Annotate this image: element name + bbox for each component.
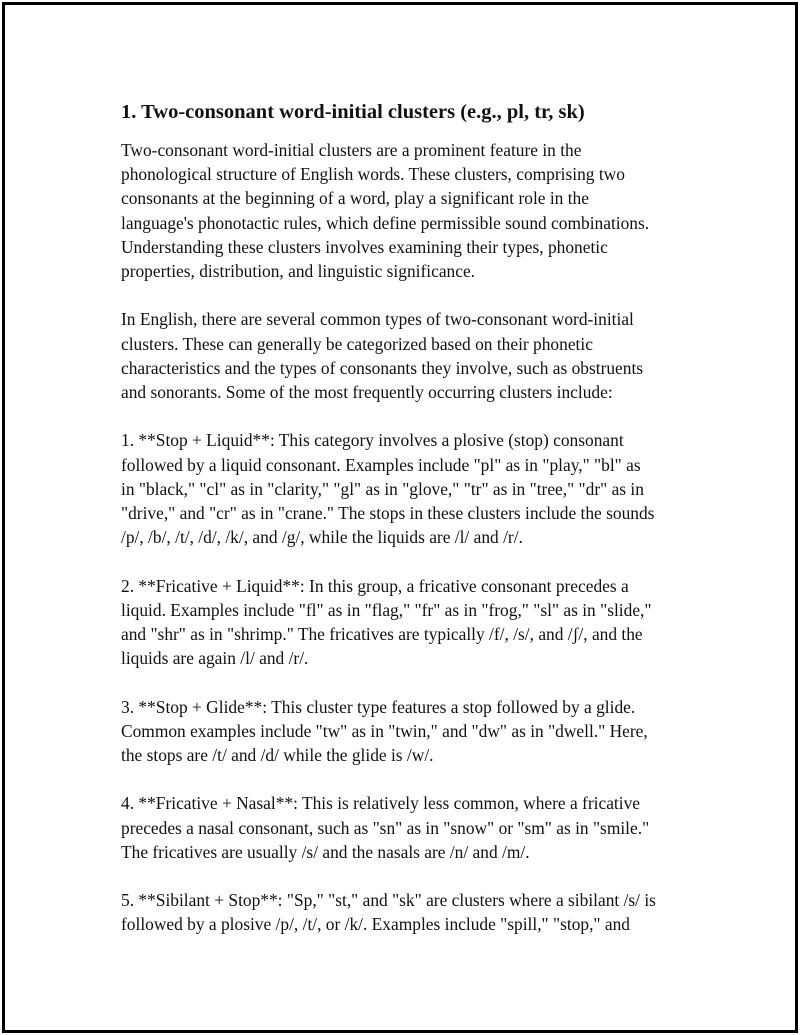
text-line: clusters. These can generally be categorized based on their phonetic xyxy=(121,333,593,354)
page-frame xyxy=(2,2,798,1033)
text-line: Common examples include "tw" as in "twin," and "dw" as in "dwell." Here, xyxy=(121,720,648,741)
text-line: 3. **Stop + Glide**: This cluster type features a stop followed by a glide. xyxy=(121,696,636,717)
text-line: followed by a liquid consonant. Examples include "pl" as in "play," "bl" as xyxy=(121,454,641,475)
text-line: 1. **Stop + Liquid**: This category involves a plosive (stop) consonant xyxy=(121,430,624,451)
text-line: 4. **Fricative + Nasal**: This is relatively less common, where a fricative xyxy=(121,793,640,814)
text-line: and "shr" as in "shrimp." The fricatives are typically /f/, /s/, and /ʃ/, and the xyxy=(121,624,643,645)
paragraph-types-overview xyxy=(121,307,701,404)
text-line: In English, there are several common types of two-consonant word-initial xyxy=(121,309,634,330)
text-line: The fricatives are usually /s/ and the nasals are /n/ and /m/. xyxy=(121,841,530,862)
text-line: the stops are /t/ and /d/ while the glide is /w/. xyxy=(121,745,434,766)
text-line: and sonorants. Some of the most frequently occurring clusters include: xyxy=(121,382,613,403)
text-line: liquids are again /l/ and /r/. xyxy=(121,648,309,669)
text-line: in "black," "cl" as in "clarity," "gl" as in "glove," "tr" as in "tree," "dr" as in xyxy=(121,478,644,499)
text-line: 5. **Sibilant + Stop**: "Sp," "st," and "sk" are clusters where a sibilant /s/ is xyxy=(121,890,656,911)
text-line: language's phonotactic rules, which define permissible sound combinations. xyxy=(121,212,650,233)
text-line: liquid. Examples include "fl" as in "flag," "fr" as in "frog," "sl" as in "slide," xyxy=(121,599,652,620)
text-line: characteristics and the types of consonants they involve, such as obstruents xyxy=(121,357,644,378)
text-line: consonants at the beginning of a word, play a significant role in the xyxy=(121,188,589,209)
section-heading: 1. Two-consonant word-initial clusters (e.g., pl, tr, sk) xyxy=(121,101,585,123)
paragraph-stop-glide xyxy=(121,695,701,768)
paragraph-stop-liquid xyxy=(121,428,701,549)
document-body xyxy=(121,99,701,961)
text-line: /p/, /b/, /t/, /d/, /k/, and /g/, while the liquids are /l/ and /r/. xyxy=(121,527,523,548)
text-line: Understanding these clusters involves examining their types, phonetic xyxy=(121,236,608,257)
text-line: followed by a plosive /p/, /t/, or /k/. Examples include "spill," "stop," and xyxy=(121,914,630,935)
text-line: phonological structure of English words. These clusters, comprising two xyxy=(121,164,625,185)
text-line: properties, distribution, and linguistic significance. xyxy=(121,261,476,282)
paragraph-sibilant-stop xyxy=(121,888,701,936)
text-line: Two-consonant word-initial clusters are a prominent feature in the xyxy=(121,140,582,160)
text-line: precedes a nasal consonant, such as "sn" as in "snow" or "sm" as in "smile." xyxy=(121,817,650,838)
text-line: "drive," and "cr" as in "crane." The stops in these clusters include the sounds xyxy=(121,503,655,524)
text-line: 2. **Fricative + Liquid**: In this group, a fricative consonant precedes a xyxy=(121,575,629,596)
paragraph-fricative-nasal xyxy=(121,791,701,864)
paragraph-fricative-liquid xyxy=(121,574,701,671)
paragraph-intro xyxy=(121,138,701,283)
